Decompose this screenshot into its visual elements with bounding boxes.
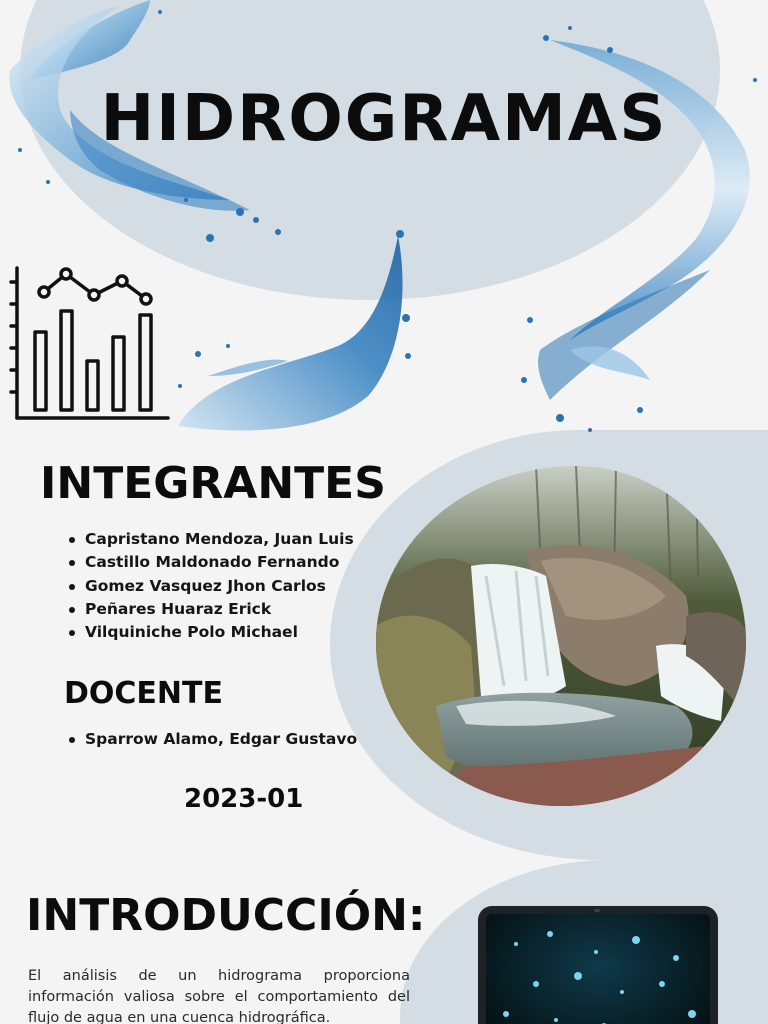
tablet-screen: [486, 914, 710, 1024]
introduccion-paragraph: El análisis de un hidrograma proporciona información valiosa sobre el comportamiento del flujo de agua en una cuenca hidrográfica.: [28, 968, 410, 1024]
water-splash-center: [168, 226, 418, 436]
list-item: Vilquiniche Polo Michael: [68, 621, 354, 644]
list-item: Capristano Mendoza, Juan Luis: [68, 528, 354, 551]
members-list: [68, 528, 354, 644]
list-item: Peñares Huaraz Erick: [68, 598, 354, 621]
integrantes-heading: INTEGRANTES: [40, 458, 386, 509]
tablet-rain-image: [478, 906, 718, 1024]
list-item: Sparrow Alamo, Edgar Gustavo: [68, 728, 357, 751]
page-title: HIDROGRAMAS: [100, 82, 668, 156]
period-label: 2023-01: [184, 784, 304, 814]
tablet-camera: [594, 909, 600, 912]
introduccion-heading: INTRODUCCIÓN:: [26, 890, 426, 941]
bar-line-chart-icon: [8, 262, 172, 426]
list-item: Castillo Maldonado Fernando: [68, 551, 354, 574]
list-item: Gomez Vasquez Jhon Carlos: [68, 575, 354, 598]
teacher-list: [68, 728, 357, 751]
docente-heading: DOCENTE: [64, 676, 223, 711]
